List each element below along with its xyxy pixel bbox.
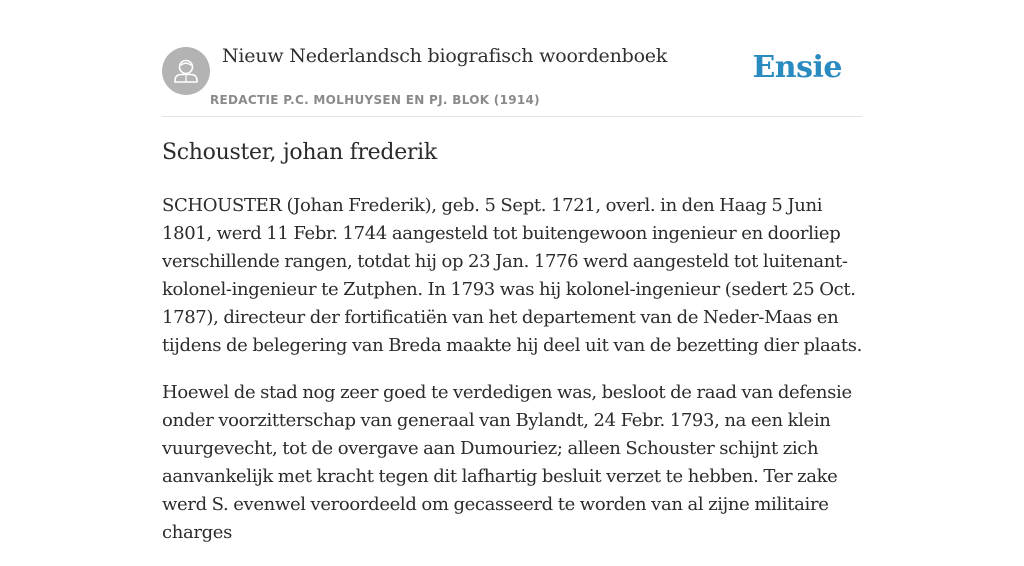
ensie-logo[interactable]: Ensie <box>752 50 842 85</box>
book-editors: REDACTIE P.C. MOLHUYSEN EN PJ. BLOK (1914) <box>210 93 540 107</box>
entry-body <box>162 192 862 566</box>
article-page <box>162 0 862 543</box>
book-header <box>162 0 862 117</box>
user-outline-icon <box>162 47 210 95</box>
entry-paragraph: Hoewel de stad nog zeer goed te verdedigen was, besloot de raad van defensie onder voorzitterschap van generaal van Bylandt, 24 Febr. 1793, na een klein vuurgevecht, tot de overgave aan Dumouriez; alleen Schouster schijnt zich aanvankelijk met kracht tegen dit lafhartig besluit verzet te hebben. Ter zake werd S. evenwel veroordeeld om gecasseerd te worden van al zijne militaire charges <box>162 382 852 543</box>
entry-title: Schouster, johan frederik <box>162 140 437 165</box>
book-title[interactable]: Nieuw Nederlandsch biografisch woordenboek <box>222 45 668 67</box>
entry-paragraph: SCHOUSTER (Johan Frederik), geb. 5 Sept. 1721, overl. in den Haag 5 Juni 1801, werd 11 Febr. 1744 aangesteld tot buitengewoon ingenieur en doorliep verschillende rangen, totdat hij op 23 Jan. 1776 werd aangesteld tot luitenant-kolonel-ingenieur te Zutphen. In 1793 was hij kolonel-ingenieur (sedert 25 Oct. 1787), directeur der fortificatiën van het departement van de Neder-Maas en tijdens de belegering van Breda maakte hij deel uit van de bezetting dier plaats. <box>162 195 862 356</box>
user-avatar-icon[interactable] <box>162 47 210 95</box>
